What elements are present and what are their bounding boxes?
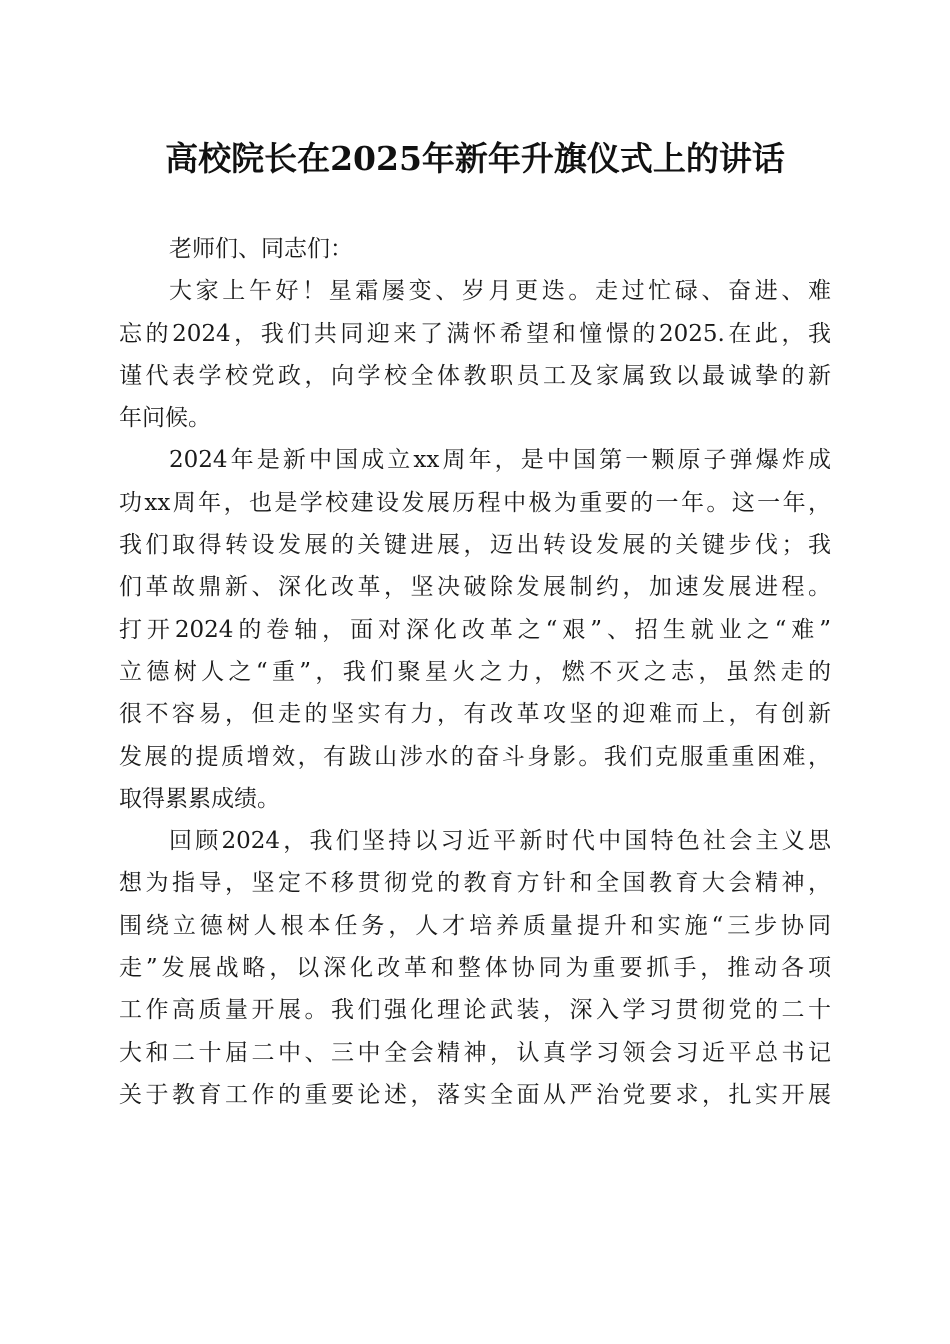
text-line: 打开2024的卷轴，面对深化改革之“艰”、招生就业之“难” [119,616,831,643]
text-line: 立德树人之“重”，我们聚星火之力，燃不灭之志，虽然走的 [119,658,831,685]
text-line: 们革故鼎新、深化改革，坚决破除发展制约，加速发展进程。 [119,574,831,601]
text-line: 谨代表学校党政，向学校全体教职员工及家属致以最诚挚的新 [119,362,831,389]
text-line: 2024年是新中国成立xx周年，是中国第一颗原子弹爆炸成 [169,447,831,474]
text-line: 围绕立德树人根本任务，人才培养质量提升和实施“三步协同 [119,912,831,939]
document-title: 高校院长在2025年新年升旗仪式上的讲话 [165,139,785,178]
text-line: 大家上午好！星霜屡变、岁月更迭。走过忙碌、奋进、难 [169,278,831,305]
text-line: 发展的提质增效，有跋山涉水的奋斗身影。我们克服重重困难， [119,743,831,770]
text-line: 忘的2024，我们共同迎来了满怀希望和憧憬的2025.在此，我 [119,320,831,347]
text-line: 大和二十届二中、三中全会精神，认真学习领会习近平总书记 [119,1039,831,1066]
text-line: 想为指导，坚定不移贯彻党的教育方针和全国教育大会精神， [119,870,831,897]
text-line: 我们取得转设发展的关键进展，迈出转设发展的关键步伐；我 [119,532,831,559]
text-line: 工作高质量开展。我们强化理论武装，深入学习贯彻党的二十 [119,997,831,1024]
text-line: 回顾2024，我们坚持以习近平新时代中国特色社会主义思 [169,828,831,855]
text-line: 取得累累成绩。 [119,785,280,812]
document-body [119,228,831,1116]
text-line: 年问候。 [119,405,211,432]
text-line: 很不容易，但走的坚实有力，有改革攻坚的迎难而上，有创新 [119,701,831,728]
text-line: 走”发展战略，以深化改革和整体协同为重要抓手，推动各项 [119,955,831,982]
text-line: 老师们、同志们： [169,236,353,262]
text-line: 功xx周年，也是学校建设发展历程中极为重要的一年。这一年， [119,489,831,516]
text-line: 关于教育工作的重要论述，落实全面从严治党要求，扎实开展 [119,1081,831,1108]
